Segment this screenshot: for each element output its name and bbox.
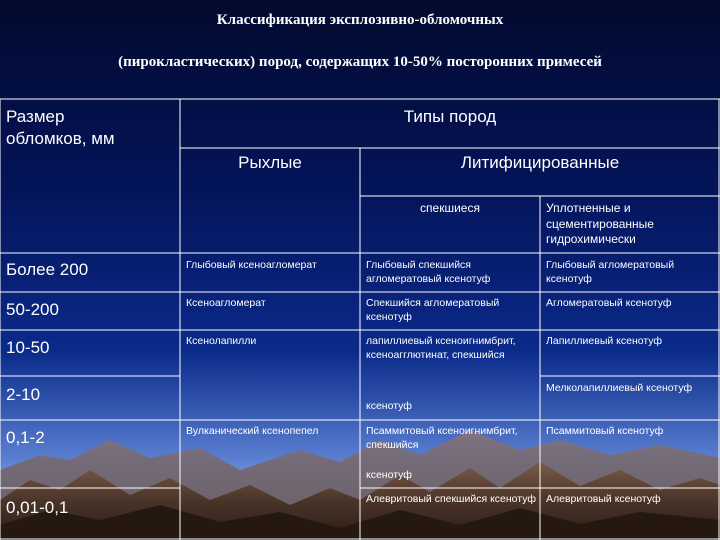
row-loose: Глыбовый ксеноагломерат	[186, 259, 317, 271]
header-loose: Рыхлые	[238, 153, 302, 172]
row-loose: Вулканический ксенопепел	[186, 425, 319, 437]
row-loose: Ксеноагломерат	[186, 297, 266, 309]
header-size	[6, 106, 115, 150]
row-compacted: Псаммитовый ксенотуф	[546, 425, 664, 437]
row-compacted: Алевритовый ксенотуф	[546, 493, 661, 505]
row-welded: ксенотуф	[366, 469, 412, 481]
row-welded: Алевритовый спекшийся ксенотуф	[366, 493, 536, 505]
row-welded: ксенотуф	[366, 400, 412, 412]
row-size: 2-10	[6, 385, 41, 404]
row-size: Более 200	[6, 260, 89, 279]
header-welded: спекшиеся	[420, 201, 480, 215]
row-size: 0,1-2	[6, 428, 45, 447]
header-types: Типы пород	[403, 107, 497, 126]
title-line-2: (пирокластических) пород, содержащих 10-50% посторонних примесей	[118, 54, 602, 70]
row-loose: Ксенолапилли	[186, 335, 257, 347]
row-compacted: Мелколапиллиевый ксенотуф	[546, 382, 693, 394]
row-size: 0,01-0,1	[6, 498, 69, 517]
header-size-line2: обломков, мм	[6, 129, 115, 149]
row-welded: лапиллиевый ксеноигнимбрит, ксеноагглютинат, спекшийся	[366, 335, 516, 362]
row-compacted: Глыбовый агломератовый ксенотуф	[546, 259, 675, 286]
row-compacted: Лапиллиевый ксенотуф	[546, 335, 663, 347]
title-line-1: Классификация эксплозивно-обломочных	[216, 12, 504, 28]
row-compacted: Агломератовый ксенотуф	[546, 297, 672, 309]
header-compacted: Уплотненные и сцементированные гидрохимически	[546, 201, 654, 247]
header-size-line1: Размер	[6, 107, 65, 126]
row-size: 50-200	[6, 300, 59, 319]
row-welded: Спекшийся агломератовый ксенотуф	[366, 297, 500, 324]
row-size: 10-50	[6, 338, 50, 357]
header-lithified: Литифицированные	[460, 153, 620, 172]
row-welded: Псаммитовый ксеноигнимбрит, спекшийся	[366, 425, 518, 452]
row-welded: Глыбовый спекшийся агломератовый ксенотуф	[366, 259, 491, 286]
